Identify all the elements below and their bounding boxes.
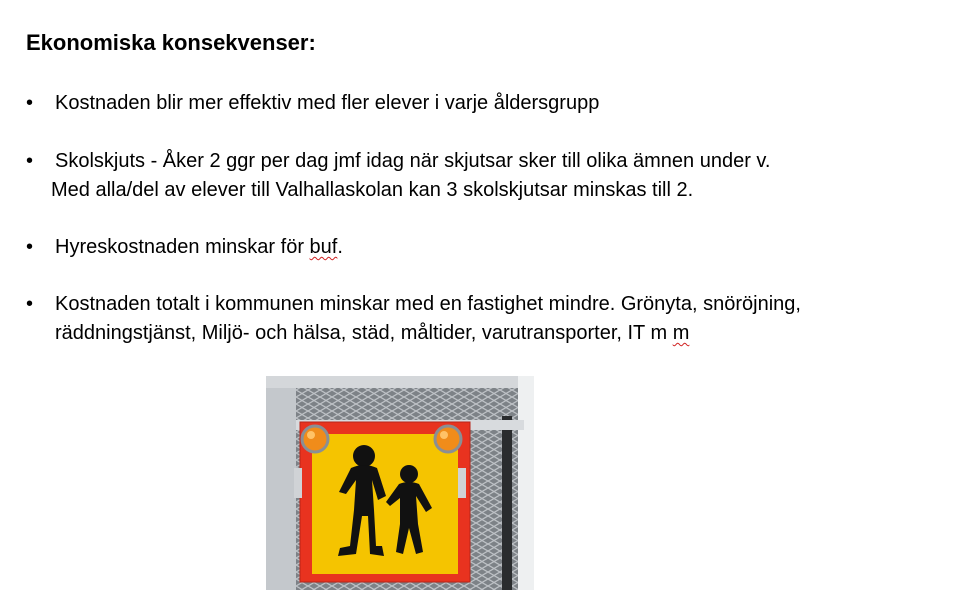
bullet-marker: • — [26, 236, 34, 258]
bullet-text-part: Hyreskostnaden minskar för — [55, 236, 310, 258]
spellcheck-marked-word: m — [672, 322, 690, 344]
bullet-text — [55, 319, 689, 347]
bullet-text — [55, 233, 343, 261]
bullet-text: Skolskjuts - Åker 2 ggr per dag jmf idag när skjutsar sker till olika ämnen under v. — [55, 150, 771, 172]
bullet-text: Kostnaden blir mer effektiv med fler elever i varje åldersgrupp — [55, 92, 600, 114]
school-children-sign-icon — [266, 376, 534, 590]
bullet-marker: • — [26, 92, 34, 114]
school-sign-photo — [266, 376, 534, 590]
spellcheck-marked-word: buf — [309, 236, 338, 258]
bullet-text-part: räddningstjänst, Miljö- och hälsa, städ, måltider, varutransporter, IT m — [55, 322, 673, 344]
slide-title: Ekonomiska konsekvenser: — [26, 30, 316, 55]
bullet-text: Kostnaden totalt i kommunen minskar med en fastighet mindre. Grönyta, snöröjning, — [55, 293, 801, 315]
bullet-marker: • — [26, 293, 34, 315]
bullet-text: Med alla/del av elever till Valhallaskolan kan 3 skolskjutsar minskas till 2. — [51, 179, 694, 201]
bullet-text-part: . — [337, 236, 343, 258]
bullet-marker: • — [26, 150, 34, 172]
